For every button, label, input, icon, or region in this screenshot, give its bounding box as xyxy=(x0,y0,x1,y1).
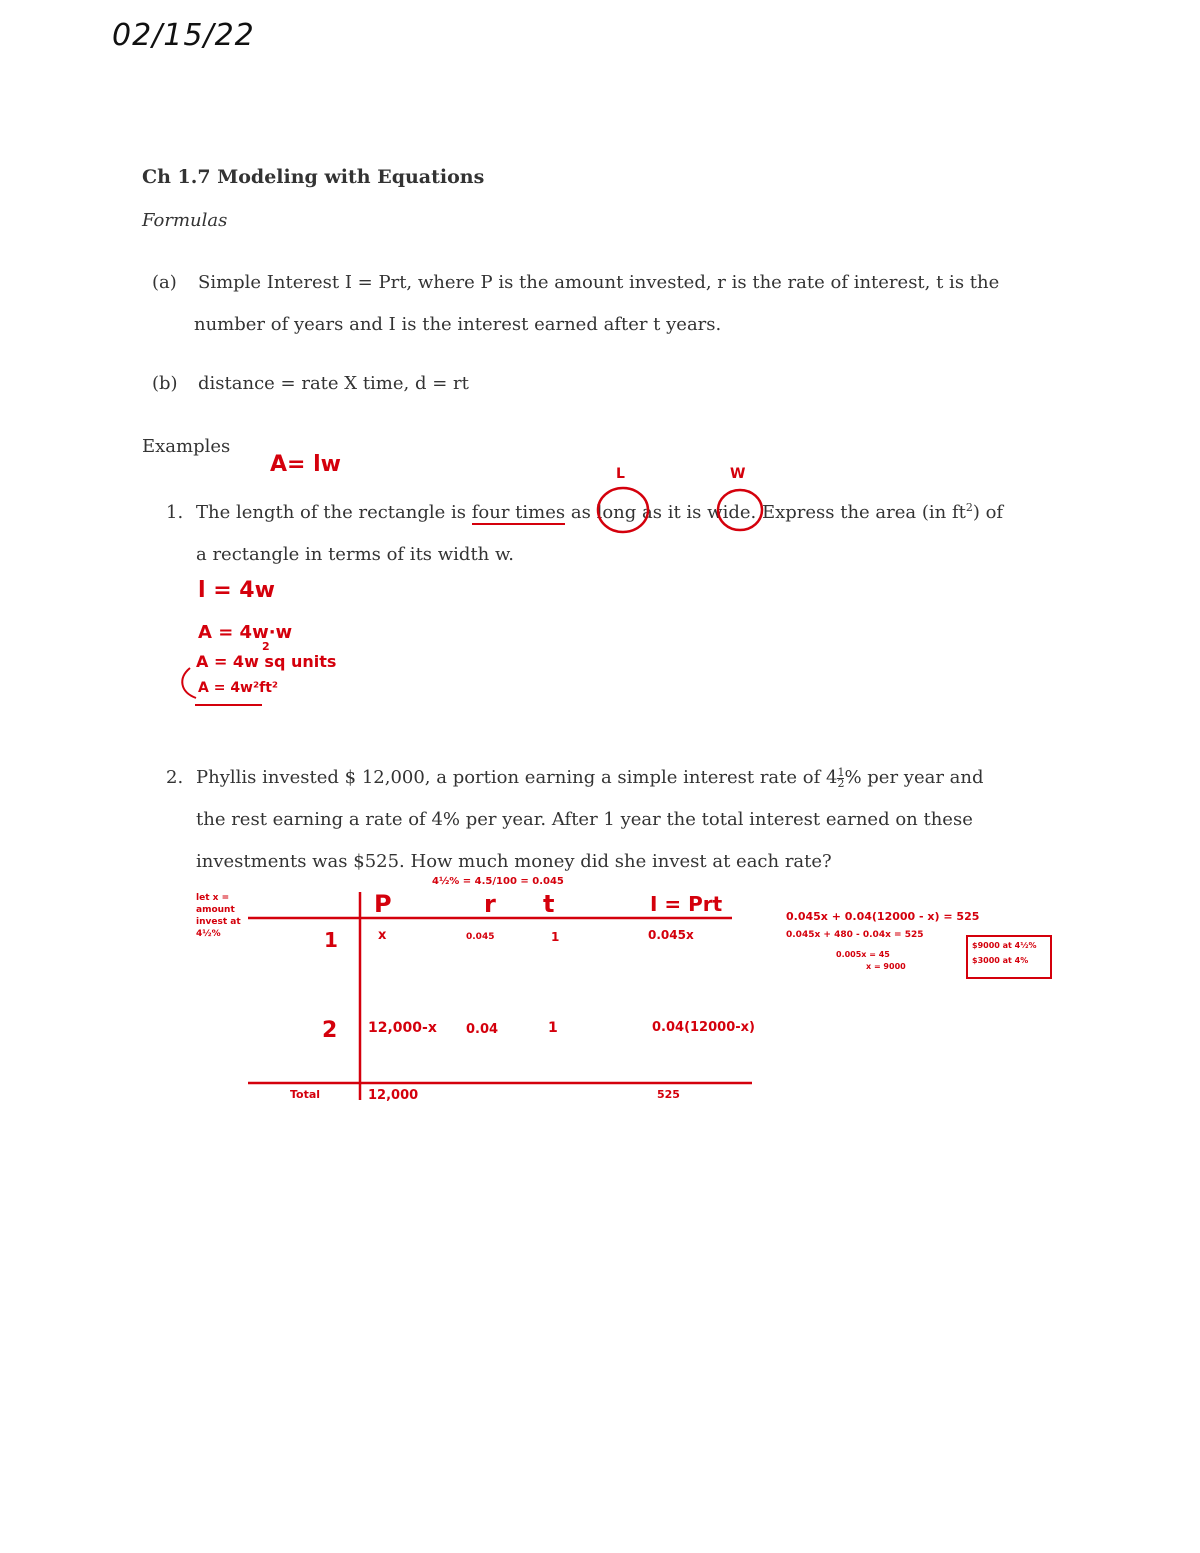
formula-b-label: (b) xyxy=(152,373,178,394)
row-1-i: 0.045x xyxy=(648,928,694,942)
col-header-i: I = Prt xyxy=(650,892,723,916)
solution-eq-4: x = 9000 xyxy=(866,962,906,971)
ex1-text-a: The length of the rectangle is xyxy=(196,502,467,523)
formulas-label: Formulas xyxy=(142,210,228,231)
ex1-superscript: 2 xyxy=(965,501,973,514)
col-header-p: P xyxy=(374,890,392,918)
rate-conversion-note: 4½% = 4.5/100 = 0.045 xyxy=(432,876,564,887)
ex2-frac-num: 1 xyxy=(837,765,845,779)
answer-bracket xyxy=(182,668,196,698)
l-equation: l = 4w xyxy=(198,578,275,603)
col-header-t: t xyxy=(543,890,555,918)
formula-a-line2: number of years and I is the interest earned after t years. xyxy=(194,314,722,335)
handwritten-date: 02/15/22 xyxy=(112,18,255,53)
ex1-text-e: as it is xyxy=(642,502,702,523)
example-1-line2: a rectangle in terms of its width w. xyxy=(196,544,514,565)
area-equation-2-sup: 2 xyxy=(262,640,270,653)
circle-wide xyxy=(718,490,762,530)
area-equation-1: A = 4w·w xyxy=(198,622,293,643)
formula-a-line1: Simple Interest I = Prt, where P is the amount invested, r is the rate of interest, t is the xyxy=(198,272,1000,293)
ex1-underlined-four-times: four times xyxy=(471,502,566,523)
row-2-t: 1 xyxy=(548,1020,558,1036)
row-2-r: 0.04 xyxy=(466,1022,499,1037)
row-2-label: 2 xyxy=(322,1018,338,1043)
area-formula-note: A= lw xyxy=(270,452,341,477)
total-p: 12,000 xyxy=(368,1088,419,1103)
example-2-number: 2. xyxy=(166,767,184,788)
ex2-frac-den: 2 xyxy=(837,776,845,790)
solution-eq-1: 0.045x + 0.04(12000 - x) = 525 xyxy=(786,910,980,923)
total-label: Total xyxy=(290,1088,321,1101)
ex2-text-a: Phyllis invested $ 12,000, a portion earning a simple interest rate of 4 xyxy=(196,767,838,788)
ex1-text-g: . Express the area (in ft xyxy=(750,502,966,523)
ex2-text-b: % per year and xyxy=(844,767,984,788)
formula-b-line: distance = rate X time, d = rt xyxy=(198,373,469,394)
examples-label: Examples xyxy=(142,436,231,457)
answer-2: $3000 at 4% xyxy=(972,956,1029,965)
answer-box xyxy=(966,935,1052,979)
example-2-line2: the rest earning a rate of 4% per year. After 1 year the total interest earned on these xyxy=(196,809,973,830)
circle-long xyxy=(598,488,648,532)
row-1-t: 1 xyxy=(551,930,560,944)
row-1-r: 0.045 xyxy=(466,932,495,942)
row-2-i: 0.04(12000-x) xyxy=(652,1020,755,1035)
solution-eq-3: 0.005x = 45 xyxy=(836,950,890,959)
example-2-line3: investments was $525. How much money did she invest at each rate? xyxy=(196,851,832,872)
ex1-circled-long: long xyxy=(596,502,637,523)
answer-1: $9000 at 4½% xyxy=(972,941,1037,950)
l-mark: L xyxy=(616,466,625,482)
ex1-text-c: as xyxy=(570,502,591,523)
solution-eq-2: 0.045x + 480 - 0.04x = 525 xyxy=(786,930,924,940)
area-equation-3: A = 4w²ft² xyxy=(198,680,279,696)
row-2-p: 12,000-x xyxy=(368,1020,437,1036)
w-mark: W xyxy=(730,466,746,482)
total-i: 525 xyxy=(657,1088,680,1101)
col-header-r: r xyxy=(484,890,496,918)
formula-a-label: (a) xyxy=(152,272,177,293)
page-title: Ch 1.7 Modeling with Equations xyxy=(142,166,485,188)
example-1-number: 1. xyxy=(166,502,184,523)
ex1-circled-wide: wide xyxy=(707,502,751,523)
row-1-p: x xyxy=(378,928,387,943)
row-1-label: 1 xyxy=(324,928,338,952)
ex1-text-h: ) of xyxy=(972,502,1004,523)
let-x-note: let x = amount invest at 4½% xyxy=(196,893,241,939)
area-equation-2: A = 4w sq units xyxy=(196,652,337,671)
